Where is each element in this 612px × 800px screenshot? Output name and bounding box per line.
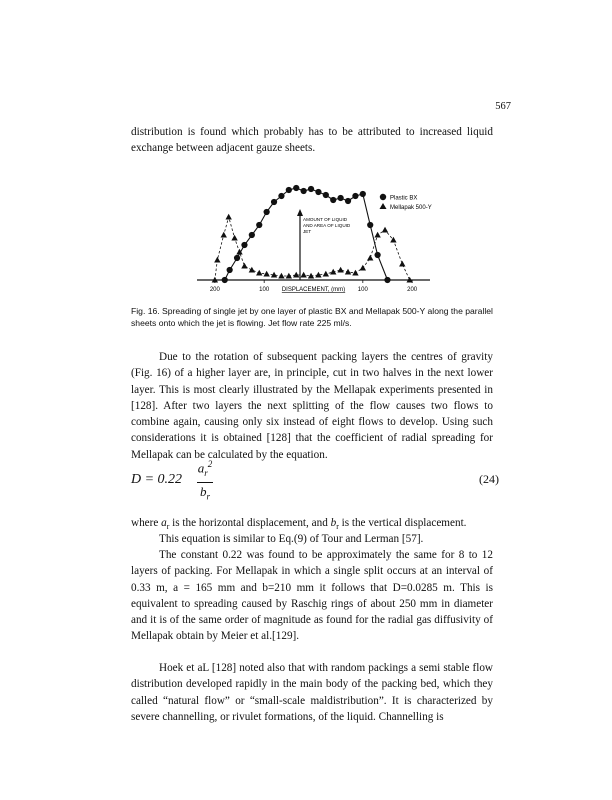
x-axis-label: DISPLACEMENT, (mm) [281,287,346,293]
point-mellapak-3 [225,214,231,220]
x-tick-label-3: 200 [407,287,418,293]
point-mellapak-17 [323,271,329,277]
paragraph-3: The constant 0.22 was found to be approximately the same for 8 to 12 layers of packing. For Mellapak in which a single split occurs at an interval of 0.33 m, a = 165 mm and b=210 mm it follows that D=0.0285 m. This is equivalent to spreading caused by Raschig rings of about 250 mm in diameter and it is of the same order of magnitude as found for the radial gas diffusivity of Mellapak obtain by Meier et al.[129]. [131,549,493,643]
intro-paragraph: distribution is found which probably has to be attributed to increased liquid exchange between adjacent gauze sheets. [131,126,493,155]
point-plastic-bx-1 [227,267,233,273]
paragraph-1: Due to the rotation of subsequent packing layers the centres of gravity (Fig. 16) of a higher layer are, in principle, cut in two halves in the next lower layer. This is most clearly illustrated by the Mellapak experiments presented in [128]. After two layers the next splitting of the flow causes two flows to combine again, causing only six instead of eight flows to develop. Using such considerations it is obtained [128] that the coefficient of radial spreading for Mellapak can be calculated by the equation. [131,351,493,461]
equation-numerator [197,455,213,483]
point-plastic-bx-17 [345,198,351,204]
point-plastic-bx-6 [264,209,270,215]
point-plastic-bx-13 [315,189,321,195]
point-mellapak-8 [256,270,262,276]
numerator-sup: 2 [207,459,213,469]
point-plastic-bx-7 [271,199,277,205]
point-plastic-bx-3 [241,242,247,248]
where-var-a: a [161,517,167,529]
annotation-text: AMOUNT OF LIQUID AND AREA OF LIQUID JET [303,217,351,234]
point-plastic-bx-16 [338,195,344,201]
legend-label-mellapak: Mellapak 500-Y [390,205,432,211]
chart-axis [197,280,430,293]
point-mellapak-12 [286,273,292,279]
point-plastic-bx-15 [330,197,336,203]
point-plastic-bx-4 [249,232,255,238]
x-tick-label-2: 100 [357,287,368,293]
equation-denominator [197,483,213,506]
equation-number: (24) [479,472,499,486]
equation-lhs: D = 0.22 [131,472,183,487]
chart-annotation [297,209,352,280]
paragraph-4: Hoek et aL [128] noted also that with random packings a semi stable flow distribution developed rapidly in the main body of the packing bed, which they called “natural flow” or “small-scale maldistribution”. It is characterized by severe channelling, or rivulet formations, of the liquid. Channelling is [131,662,493,723]
point-mellapak-19 [337,267,343,273]
point-mellapak-24 [374,232,380,238]
numerator-base: a [197,460,205,476]
figure-16-chart [190,172,450,298]
point-mellapak-11 [278,273,284,279]
where-text-1: where [131,517,162,529]
where-var-b-sub: r [336,522,339,532]
equation-fraction [197,455,213,506]
point-mellapak-2 [221,232,227,238]
point-mellapak-14 [300,272,306,278]
point-plastic-bx-0 [222,277,228,283]
point-plastic-bx-22 [384,277,390,283]
where-text-3: is the vertical displacement. [338,517,467,529]
point-plastic-bx-9 [286,187,292,193]
point-mellapak-20 [345,269,351,275]
point-plastic-bx-20 [367,222,373,228]
point-mellapak-6 [241,263,247,269]
x-tick-label-0: 200 [209,287,220,293]
where-var-a-sub: r [166,522,170,532]
where-var-b: b [330,517,337,529]
equation-24 [131,453,499,513]
legend-label-plastic-bx: Plastic BX [390,195,418,202]
chart-legend [380,194,432,211]
denominator-sub: r [206,491,211,502]
point-plastic-bx-14 [323,192,329,198]
point-plastic-bx-10 [293,185,299,191]
point-plastic-bx-18 [352,193,358,199]
x-tick-label-1: 100 [259,287,270,293]
point-plastic-bx-2 [234,255,240,261]
point-mellapak-1 [214,257,220,263]
paragraph-2: This equation is similar to Eq.(9) of Tour and Lerman [57]. [159,533,424,545]
legend-circle-marker [380,194,386,200]
where-text-2: is the horizontal displacement, and [169,517,331,529]
point-mellapak-23 [367,255,373,261]
point-plastic-bx-5 [256,222,262,228]
point-mellapak-22 [360,265,366,271]
point-mellapak-9 [263,271,269,277]
point-plastic-bx-8 [278,193,284,199]
point-mellapak-4 [231,235,237,241]
point-plastic-bx-21 [375,252,381,258]
denominator-base: b [199,483,207,499]
point-mellapak-21 [352,270,358,276]
legend-triangle-marker [380,203,387,209]
point-plastic-bx-19 [360,191,366,197]
point-mellapak-27 [399,261,405,267]
page-number: 567 [495,101,511,112]
numerator-sub: r [204,467,208,478]
figure-caption: Fig. 16. Spreading of single jet by one layer of plastic BX and Mellapak 500-Y along the parallel sheets onto which the jet is flowing. Jet flow rate 225 ml/s. [131,306,493,328]
point-plastic-bx-12 [308,186,314,192]
annotation-arrow-head [297,209,303,216]
point-mellapak-7 [249,267,255,273]
point-plastic-bx-11 [301,188,307,194]
point-mellapak-25 [382,227,388,233]
